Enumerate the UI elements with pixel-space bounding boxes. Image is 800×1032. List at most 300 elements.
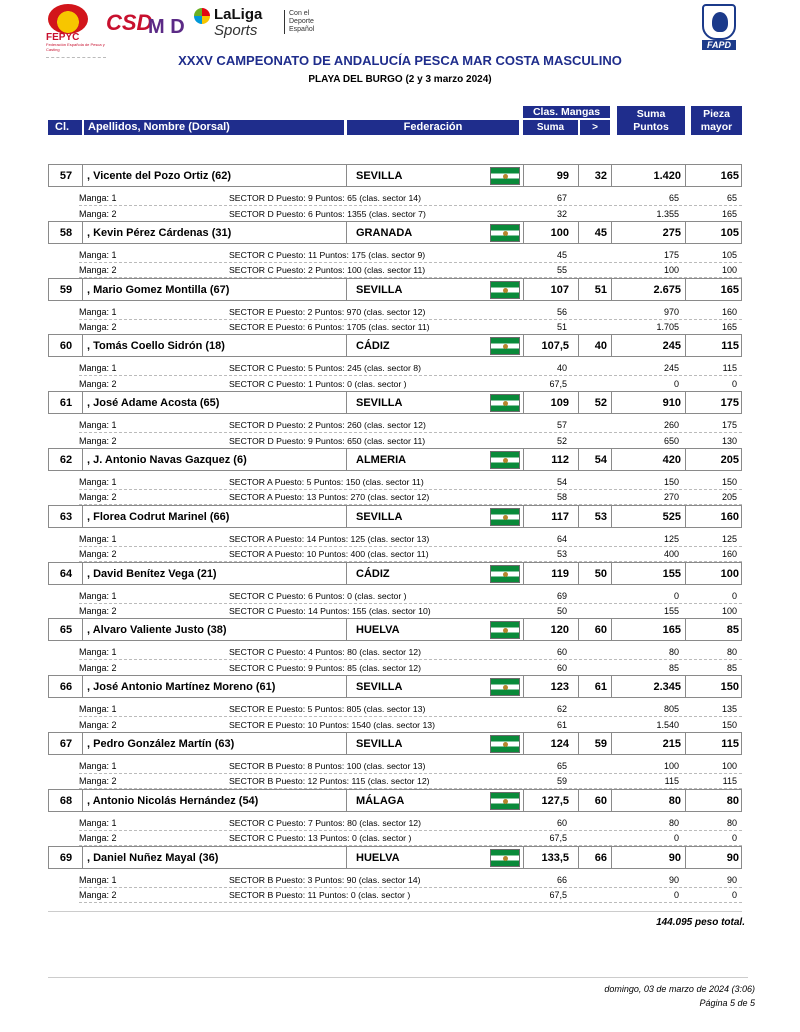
header-suma: Suma	[523, 120, 578, 135]
greater: 32	[594, 170, 607, 182]
manga-place: 53	[556, 549, 567, 560]
pieza-mayor: 90	[726, 851, 739, 864]
manga-row	[79, 872, 742, 888]
result-group	[0, 732, 800, 789]
suma: 123	[550, 681, 569, 694]
result-group	[0, 618, 800, 675]
andalucia-flag-icon	[490, 508, 520, 526]
manga-points: 115	[664, 776, 679, 787]
angler-name: , Mario Gomez Montilla (67)	[87, 283, 230, 296]
manga-label: Manga: 2	[79, 606, 117, 617]
angler-name: , José Antonio Martínez Moreno (61)	[87, 681, 276, 694]
pieza-mayor: 115	[721, 340, 739, 353]
cell-divider	[346, 335, 347, 356]
manga-row	[79, 360, 742, 376]
manga-place: 56	[556, 306, 567, 317]
sports-text: Sports	[214, 22, 258, 39]
cell-divider	[685, 733, 686, 754]
manga-label: Manga: 2	[79, 492, 117, 503]
manga-row	[79, 887, 742, 903]
andalucia-flag-icon	[490, 735, 520, 753]
andalucia-flag-icon	[490, 451, 520, 469]
suma: 124	[550, 737, 569, 750]
andalucia-flag-icon	[490, 224, 520, 242]
pieza-mayor: 165	[720, 283, 739, 296]
cell-divider	[685, 619, 686, 640]
fepyc-logo	[44, 2, 105, 52]
result-group	[0, 448, 800, 505]
suma-puntos: 165	[662, 624, 681, 637]
cell-divider	[346, 563, 347, 584]
manga-pieza: 130	[721, 435, 737, 446]
cell-divider	[685, 506, 686, 527]
manga-place: 55	[556, 265, 567, 276]
pieza-mayor: 100	[720, 567, 739, 580]
cell-divider	[82, 563, 83, 584]
manga-place: 54	[556, 476, 567, 487]
pieza-mayor: 175	[720, 397, 739, 410]
result-group	[0, 505, 800, 562]
manga-detail: SECTOR C Puesto: 2 Puntos: 100 (clas. sector 11)	[229, 265, 426, 276]
manga-pieza: 135	[721, 704, 737, 715]
manga-points: 65	[668, 193, 679, 203]
cell-divider	[685, 676, 686, 697]
greater: 59	[594, 737, 607, 750]
manga-row	[79, 758, 742, 774]
manga-points: 1.705	[656, 322, 679, 333]
manga-label: Manga: 1	[79, 306, 117, 317]
cell-divider	[82, 222, 83, 243]
manga-place: 51	[556, 322, 567, 333]
manga-label: Manga: 2	[79, 549, 117, 560]
federation: MÁLAGA	[356, 794, 405, 807]
manga-row	[79, 644, 742, 660]
greater: 60	[594, 794, 607, 807]
manga-row	[79, 546, 742, 562]
manga-detail: SECTOR B Puesto: 3 Puntos: 90 (clas. sector 14)	[229, 874, 421, 885]
manga-place: 61	[556, 719, 567, 730]
cell-divider	[346, 619, 347, 640]
cell-divider	[82, 790, 83, 811]
manga-pieza: 0	[731, 590, 737, 601]
manga-detail: SECTOR C Puesto: 9 Puntos: 85 (clas. sector 12)	[229, 662, 422, 673]
manga-detail: SECTOR B Puesto: 8 Puntos: 100 (clas. sector 13)	[229, 760, 426, 771]
cell-divider	[611, 847, 612, 868]
greater: 52	[594, 397, 607, 410]
manga-pieza: 165	[721, 208, 737, 219]
pieza-mayor: 80	[726, 794, 739, 807]
manga-pieza: 205	[721, 492, 737, 503]
result-group	[0, 391, 800, 448]
manga-place: 62	[556, 704, 567, 715]
suma: 120	[550, 624, 569, 637]
manga-detail: SECTOR D Puesto: 6 Puntos: 1355 (clas. sector 7)	[229, 208, 426, 219]
suma: 112	[551, 453, 569, 466]
manga-pieza: 175	[721, 420, 737, 431]
manga-detail: SECTOR E Puesto: 2 Puntos: 970 (clas. sector 12)	[229, 306, 426, 317]
suma: 109	[550, 397, 569, 410]
cell-divider	[346, 222, 347, 243]
andalucia-flag-icon	[490, 849, 520, 867]
manga-pieza: 160	[721, 306, 737, 317]
manga-points: 400	[663, 549, 679, 560]
cell-divider	[685, 222, 686, 243]
suma-puntos: 1.420	[653, 170, 681, 182]
greater: 50	[594, 567, 607, 580]
federation: SEVILLA	[356, 681, 403, 694]
result-group	[0, 789, 800, 846]
header-greater: >	[580, 120, 610, 135]
manga-detail: SECTOR C Puesto: 4 Puntos: 80 (clas. sector 12)	[229, 647, 422, 658]
cell-divider	[611, 335, 612, 356]
manga-pieza: 115	[722, 776, 737, 787]
angler-name: , Tomás Coello Sidrón (18)	[87, 340, 225, 353]
manga-points: 805	[663, 704, 679, 715]
suma: 107,5	[541, 340, 569, 353]
header-pieza-line2: mayor	[700, 121, 733, 133]
rank: 57	[59, 170, 73, 182]
manga-row	[79, 417, 742, 433]
manga-points: 90	[668, 874, 679, 885]
cell-divider	[82, 847, 83, 868]
andalucia-flag-icon	[490, 792, 520, 810]
manga-label: Manga: 2	[79, 322, 117, 333]
manga-place: 65	[556, 760, 567, 771]
rank: 65	[59, 624, 73, 637]
cell-divider	[82, 676, 83, 697]
angler-name: , David Benítez Vega (21)	[87, 567, 217, 580]
manga-place: 67,5	[549, 890, 567, 901]
manga-label: Manga: 1	[79, 874, 117, 885]
angler-name: , Antonio Nicolás Hernández (54)	[87, 794, 259, 807]
suma-puntos: 80	[668, 794, 681, 807]
manga-row	[79, 190, 742, 206]
results-table	[0, 164, 800, 902]
greater: 61	[594, 681, 607, 694]
manga-pieza: 150	[721, 476, 737, 487]
manga-points: 1.540	[656, 719, 679, 730]
manga-detail: SECTOR E Puesto: 6 Puntos: 1705 (clas. sector 11)	[229, 322, 430, 333]
manga-detail: SECTOR A Puesto: 5 Puntos: 150 (clas. sector 11)	[229, 476, 424, 487]
cell-divider	[611, 392, 612, 413]
cell-divider	[82, 449, 83, 470]
manga-points: 970	[663, 306, 679, 317]
angler-name: , Vicente del Pozo Ortiz (62)	[87, 170, 232, 182]
cell-divider	[611, 790, 612, 811]
md-logo: M D	[148, 16, 185, 38]
manga-detail: SECTOR B Puesto: 12 Puntos: 115 (clas. sector 12)	[229, 776, 430, 787]
manga-pieza: 105	[721, 249, 737, 260]
result-group	[0, 675, 800, 732]
federation: SEVILLA	[356, 397, 403, 410]
manga-points: 125	[663, 533, 679, 544]
cell-divider	[611, 279, 612, 300]
manga-place: 60	[556, 662, 567, 673]
result-row	[48, 221, 742, 244]
federation: SEVILLA	[356, 283, 403, 296]
manga-place: 40	[556, 363, 567, 374]
divider	[48, 911, 742, 912]
manga-row	[79, 588, 742, 604]
suma-puntos: 275	[662, 226, 681, 239]
suma-puntos: 2.345	[653, 681, 681, 694]
manga-row	[79, 701, 742, 717]
manga-points: 100	[663, 760, 679, 771]
pieza-mayor: 165	[720, 170, 739, 182]
manga-row	[79, 206, 742, 222]
result-row	[48, 448, 742, 471]
result-group	[0, 221, 800, 278]
cell-divider	[685, 449, 686, 470]
cell-divider	[82, 733, 83, 754]
suma: 119	[551, 567, 569, 580]
manga-place: 45	[556, 249, 567, 260]
manga-pieza: 90	[726, 874, 737, 885]
manga-points: 270	[663, 492, 679, 503]
manga-points: 155	[663, 606, 679, 617]
manga-label: Manga: 2	[79, 265, 117, 276]
manga-label: Manga: 1	[79, 533, 117, 544]
suma: 100	[550, 226, 569, 239]
manga-label: Manga: 1	[79, 817, 117, 828]
rank: 60	[59, 340, 73, 353]
manga-detail: SECTOR D Puesto: 2 Puntos: 260 (clas. sector 12)	[229, 420, 426, 431]
manga-place: 58	[556, 492, 567, 503]
header-clas-mangas: Clas. Mangas	[523, 106, 610, 118]
manga-place: 69	[556, 590, 567, 601]
manga-pieza: 80	[726, 647, 737, 658]
angler-name: , Florea Codrut Marinel (66)	[87, 510, 230, 523]
manga-detail: SECTOR A Puesto: 13 Puntos: 270 (clas. sector 12)	[229, 492, 430, 503]
manga-detail: SECTOR C Puesto: 5 Puntos: 245 (clas. sector 8)	[229, 363, 422, 374]
cell-divider	[685, 563, 686, 584]
suma: 99	[556, 170, 569, 182]
manga-pieza: 115	[722, 363, 737, 374]
total-weight: 144.095 peso total.	[656, 917, 745, 928]
andalucia-flag-icon	[490, 621, 520, 639]
suma-puntos: 420	[662, 453, 681, 466]
suma-puntos: 2.675	[653, 283, 681, 296]
federation: HUELVA	[356, 851, 400, 864]
manga-points: 245	[663, 363, 679, 374]
rank: 63	[59, 510, 73, 523]
header-pieza-line1: Pieza	[703, 108, 730, 120]
manga-pieza: 150	[721, 719, 737, 730]
manga-label: Manga: 2	[79, 435, 117, 446]
cell-divider	[611, 165, 612, 186]
rank: 59	[59, 283, 73, 296]
manga-detail: SECTOR C Puesto: 14 Puntos: 155 (clas. sector 10)	[229, 606, 431, 617]
result-group	[0, 846, 800, 903]
manga-points: 260	[663, 420, 679, 431]
manga-place: 52	[556, 435, 567, 446]
cell-divider	[346, 392, 347, 413]
cell-divider	[685, 165, 686, 186]
manga-place: 60	[556, 647, 567, 658]
result-row	[48, 391, 742, 414]
manga-place: 67,5	[549, 833, 567, 844]
result-row	[48, 846, 742, 869]
manga-detail: SECTOR A Puesto: 14 Puntos: 125 (clas. sector 13)	[229, 533, 430, 544]
manga-row	[79, 262, 742, 278]
pieza-mayor: 115	[721, 737, 739, 750]
angler-name: , J. Antonio Navas Gazquez (6)	[87, 453, 247, 466]
manga-points: 100	[663, 265, 679, 276]
header-cl: Cl.	[48, 120, 82, 135]
manga-row	[79, 319, 742, 335]
result-row	[48, 732, 742, 755]
result-row	[48, 789, 742, 812]
manga-points: 1.355	[656, 208, 679, 219]
manga-pieza: 0	[731, 890, 737, 901]
manga-place: 64	[556, 533, 567, 544]
manga-row	[79, 660, 742, 676]
manga-pieza: 100	[721, 760, 737, 771]
footer-page: Página 5 de 5	[699, 998, 755, 1008]
cell-divider	[346, 449, 347, 470]
andalucia-flag-icon	[490, 167, 520, 185]
andalucia-flag-icon	[490, 281, 520, 299]
cell-divider	[611, 563, 612, 584]
manga-row	[79, 304, 742, 320]
manga-points: 85	[668, 662, 679, 673]
manga-pieza: 0	[731, 833, 737, 844]
suma-puntos: 910	[662, 397, 681, 410]
manga-points: 650	[663, 435, 679, 446]
cell-divider	[611, 733, 612, 754]
angler-name: , José Adame Acosta (65)	[87, 397, 220, 410]
result-row	[48, 505, 742, 528]
manga-detail: SECTOR C Puesto: 6 Puntos: 0 (clas. sector )	[229, 590, 407, 601]
cell-divider	[611, 619, 612, 640]
manga-label: Manga: 1	[79, 760, 117, 771]
angler-name: , Kevin Pérez Cárdenas (31)	[87, 226, 232, 239]
greater: 54	[594, 453, 607, 466]
angler-name: , Pedro González Martín (63)	[87, 737, 235, 750]
cell-divider	[82, 335, 83, 356]
cell-divider	[346, 676, 347, 697]
manga-row	[79, 531, 742, 547]
suma-puntos: 215	[662, 737, 681, 750]
manga-place: 32	[556, 208, 567, 219]
header-suma-puntos-line1: Suma	[636, 108, 666, 120]
manga-place: 67	[556, 193, 567, 203]
pieza-mayor: 160	[720, 510, 739, 523]
federation: SEVILLA	[356, 737, 403, 750]
pieza-mayor: 150	[720, 681, 739, 694]
cell-divider	[346, 733, 347, 754]
manga-points: 175	[663, 249, 679, 260]
manga-detail: SECTOR C Puesto: 7 Puntos: 80 (clas. sector 12)	[229, 817, 422, 828]
andalucia-flag-icon	[490, 565, 520, 583]
manga-row	[79, 433, 742, 449]
manga-label: Manga: 1	[79, 363, 117, 374]
rank: 58	[59, 226, 73, 239]
cell-divider	[82, 279, 83, 300]
cell-divider	[82, 165, 83, 186]
rank: 61	[59, 397, 73, 410]
manga-detail: SECTOR B Puesto: 11 Puntos: 0 (clas. sector )	[229, 890, 411, 901]
rank: 64	[59, 567, 73, 580]
manga-row	[79, 376, 742, 392]
greater: 66	[594, 851, 607, 864]
manga-label: Manga: 2	[79, 890, 117, 901]
suma: 107	[550, 283, 569, 296]
andalucia-flag-icon	[490, 337, 520, 355]
manga-pieza: 165	[721, 322, 737, 333]
manga-place: 67,5	[549, 378, 567, 389]
manga-detail: SECTOR A Puesto: 10 Puntos: 400 (clas. sector 11)	[229, 549, 429, 560]
result-row	[48, 675, 742, 698]
header-suma-puntos-line2: Puntos	[633, 121, 669, 133]
suma: 133,5	[541, 851, 569, 864]
header-federacion: Federación	[347, 120, 519, 135]
manga-row	[79, 247, 742, 263]
manga-label: Manga: 2	[79, 662, 117, 673]
manga-label: Manga: 2	[79, 776, 117, 787]
manga-row	[79, 773, 742, 789]
cell-divider	[346, 790, 347, 811]
cell-divider	[685, 392, 686, 413]
result-row	[48, 334, 742, 357]
fish-icon	[712, 12, 728, 32]
suma: 117	[551, 510, 569, 523]
rank: 66	[59, 681, 73, 694]
cell-divider	[82, 506, 83, 527]
manga-points: 0	[673, 590, 679, 601]
fepyc-subtext: Federación Española de Pesca y Casting	[46, 42, 106, 58]
manga-pieza: 100	[721, 606, 737, 617]
federation: CÁDIZ	[356, 340, 390, 353]
manga-place: 60	[556, 817, 567, 828]
manga-points: 0	[673, 378, 679, 389]
cell-divider	[346, 165, 347, 186]
fapd-shield-icon	[702, 4, 736, 40]
greater: 60	[594, 624, 607, 637]
pieza-mayor: 85	[726, 624, 739, 637]
manga-label: Manga: 1	[79, 476, 117, 487]
greater: 53	[594, 510, 607, 523]
rank: 67	[59, 737, 73, 750]
manga-label: Manga: 1	[79, 647, 117, 658]
laliga-ball-icon	[194, 8, 210, 24]
federation: HUELVA	[356, 624, 400, 637]
angler-name: , Alvaro Valiente Justo (38)	[87, 624, 227, 637]
result-row	[48, 618, 742, 641]
csd-logo: CSD	[106, 10, 153, 35]
cell-divider	[685, 790, 686, 811]
manga-points: 150	[663, 476, 679, 487]
suma: 127,5	[541, 794, 569, 807]
federation: SEVILLA	[356, 510, 403, 523]
manga-detail: SECTOR E Puesto: 5 Puntos: 805 (clas. sector 13)	[229, 704, 426, 715]
suma-puntos: 155	[662, 567, 681, 580]
rank: 69	[59, 851, 73, 864]
header-suma-puntos	[617, 106, 685, 135]
footer-date: domingo, 03 de marzo de 2024 (3:06)	[604, 984, 755, 994]
federation: ALMERIA	[356, 453, 407, 466]
manga-row	[79, 474, 742, 490]
laliga-sports-logo	[194, 6, 284, 46]
manga-row	[79, 830, 742, 846]
manga-place: 59	[556, 776, 567, 787]
fepyc-text: FEPYC	[46, 32, 80, 43]
manga-row	[79, 815, 742, 831]
cell-divider	[346, 847, 347, 868]
manga-label: Manga: 1	[79, 193, 117, 203]
cell-divider	[611, 506, 612, 527]
manga-points: 80	[668, 647, 679, 658]
